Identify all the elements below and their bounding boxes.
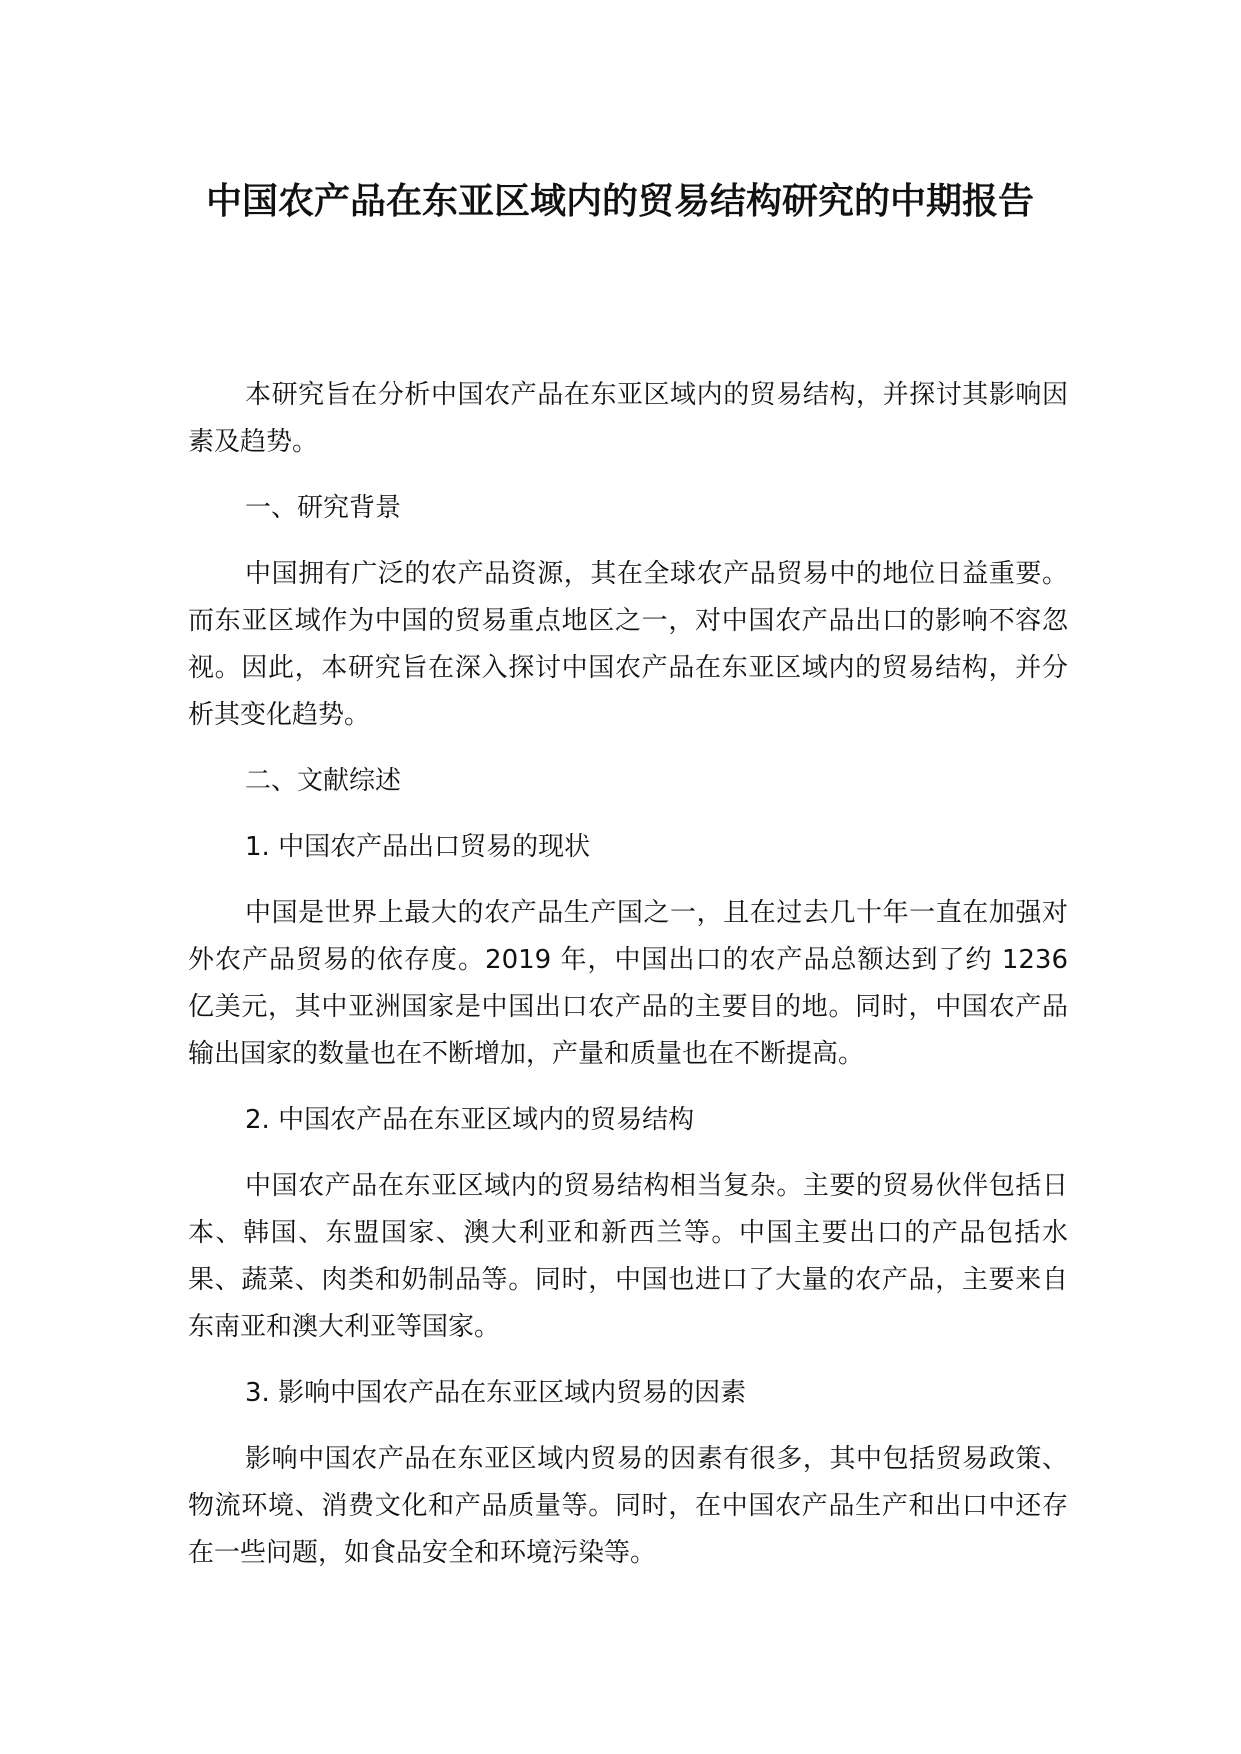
subsection-heading-export-status: 1. 中国农产品出口贸易的现状: [245, 832, 591, 862]
subsection-heading-influencing-factors: 3. 影响中国农产品在东亚区域内贸易的因素: [245, 1378, 747, 1408]
influencing-factors-paragraph: 影响中国农产品在东亚区域内贸易的因素有很多，其中包括贸易政策、物流环境、消费文化和产品质量等。同时，在中国农产品生产和出口中还存在一些问题，如食品安全和环境污染等。: [188, 1444, 1068, 1568]
subsection-heading-trade-structure: 2. 中国农产品在东亚区域内的贸易结构: [245, 1105, 695, 1135]
export-status-paragraph: 中国是世界上最大的农产品生产国之一，且在过去几十年一直在加强对外农产品贸易的依存度。2019 年，中国出口的农产品总额达到了约 1236 亿美元，其中亚洲国家是中国出口农产品的主要目的地。同时，中国农产品输出国家的数量也在不断增加，产量和质量也在不断提高。: [188, 898, 1068, 1069]
section-heading-literature-review: 二、文献综述: [245, 766, 402, 796]
document-title: 中国农产品在东亚区域内的贸易结构研究的中期报告: [205, 181, 1034, 222]
document-body: [188, 372, 1068, 1596]
intro-paragraph: 本研究旨在分析中国农产品在东亚区域内的贸易结构，并探讨其影响因素及趋势。: [188, 380, 1068, 457]
section-heading-background: 一、研究背景: [245, 493, 402, 523]
background-paragraph: 中国拥有广泛的农产品资源，其在全球农产品贸易中的地位日益重要。而东亚区域作为中国的贸易重点地区之一，对中国农产品出口的影响不容忽视。因此，本研究旨在深入探讨中国农产品在东亚区域内的贸易结构，并分析其变化趋势。: [188, 559, 1068, 730]
trade-structure-paragraph: 中国农产品在东亚区域内的贸易结构相当复杂。主要的贸易伙伴包括日本、韩国、东盟国家、澳大利亚和新西兰等。中国主要出口的产品包括水果、蔬菜、肉类和奶制品等。同时，中国也进口了大量的农产品，主要来自东南亚和澳大利亚等国家。: [188, 1171, 1068, 1342]
